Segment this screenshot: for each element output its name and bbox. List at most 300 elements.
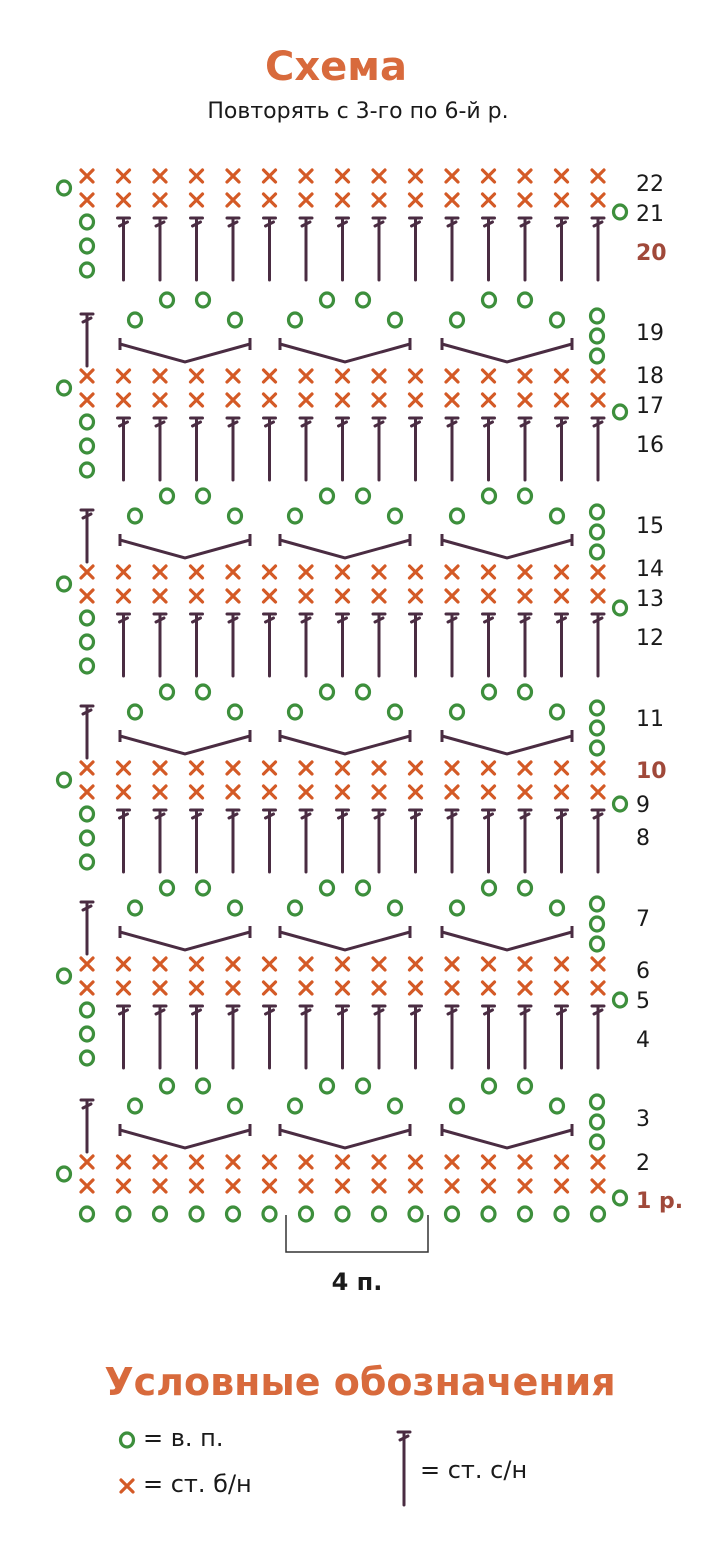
chain-stitch <box>81 659 94 673</box>
chain-stitch <box>519 1207 532 1221</box>
chain-stitch <box>614 1191 627 1205</box>
single-crochet <box>300 762 312 774</box>
row-label: 13 <box>636 587 664 612</box>
single-crochet <box>118 590 130 602</box>
single-crochet <box>154 394 166 406</box>
single-crochet <box>483 786 495 798</box>
double-crochet <box>410 418 422 480</box>
chain-stitch <box>555 1207 568 1221</box>
repeat-label: 4 п. <box>331 1268 383 1296</box>
single-crochet <box>556 590 568 602</box>
double-crochet <box>154 614 166 676</box>
chain-stitch <box>161 293 174 307</box>
chain-stitch <box>81 611 94 625</box>
double-crochet <box>81 1100 93 1152</box>
double-crochet <box>519 810 531 872</box>
chain-stitch <box>519 489 532 503</box>
double-crochet <box>410 810 422 872</box>
single-crochet <box>446 170 458 182</box>
single-crochet <box>154 982 166 994</box>
chain-stitch <box>161 685 174 699</box>
double-crochet <box>337 418 349 480</box>
dc-cluster-fan <box>120 1130 250 1148</box>
chain-stitch <box>58 381 71 395</box>
chain-stitch <box>451 901 464 915</box>
single-crochet <box>410 394 422 406</box>
chain-stitch <box>129 901 142 915</box>
chain-stitch <box>551 1099 564 1113</box>
double-crochet <box>300 810 312 872</box>
chain-stitch <box>81 1051 94 1065</box>
single-crochet <box>118 982 130 994</box>
chain-stitch <box>389 705 402 719</box>
dc-cluster-fan <box>442 1130 572 1148</box>
single-crochet <box>410 370 422 382</box>
chain-stitch <box>519 1079 532 1093</box>
single-crochet <box>337 370 349 382</box>
single-crochet <box>373 1180 385 1192</box>
single-crochet <box>337 1180 349 1192</box>
chain-stitch <box>591 721 604 735</box>
chain-stitch <box>289 313 302 327</box>
single-crochet <box>191 1156 203 1168</box>
chain-stitch <box>614 405 627 419</box>
chain-stitch <box>483 489 496 503</box>
chain-stitch <box>614 797 627 811</box>
single-crochet <box>118 1180 130 1192</box>
chain-stitch <box>483 685 496 699</box>
chain-stitch <box>591 897 604 911</box>
single-crochet <box>118 786 130 798</box>
single-crochet <box>519 370 531 382</box>
single-crochet <box>227 370 239 382</box>
chain-stitch <box>81 635 94 649</box>
double-crochet <box>373 614 385 676</box>
dc-cluster-fan <box>280 1130 410 1148</box>
chain-stitch <box>551 313 564 327</box>
single-crochet <box>410 590 422 602</box>
single-crochet <box>483 370 495 382</box>
chain-stitch <box>154 1207 167 1221</box>
chain-stitch <box>129 705 142 719</box>
single-crochet <box>373 170 385 182</box>
single-crochet <box>118 762 130 774</box>
single-crochet <box>264 958 276 970</box>
double-crochet <box>592 218 604 280</box>
single-crochet <box>264 982 276 994</box>
single-crochet <box>154 762 166 774</box>
single-crochet <box>519 958 531 970</box>
single-crochet <box>519 1180 531 1192</box>
double-crochet <box>227 1006 239 1068</box>
row-label: 21 <box>636 202 664 227</box>
single-crochet <box>191 194 203 206</box>
double-crochet <box>118 418 130 480</box>
double-crochet <box>337 810 349 872</box>
single-crochet <box>300 1156 312 1168</box>
chain-stitch <box>289 1099 302 1113</box>
double-crochet <box>154 810 166 872</box>
single-crochet <box>191 786 203 798</box>
double-crochet <box>410 218 422 280</box>
double-crochet <box>556 614 568 676</box>
single-crochet <box>519 762 531 774</box>
double-crochet <box>373 418 385 480</box>
double-crochet <box>373 1006 385 1068</box>
single-crochet <box>227 786 239 798</box>
single-crochet <box>227 170 239 182</box>
chain-stitch <box>229 509 242 523</box>
single-crochet <box>264 370 276 382</box>
single-crochet <box>300 982 312 994</box>
chain-stitch <box>591 545 604 559</box>
row-label: 9 <box>636 793 650 818</box>
single-crochet <box>300 194 312 206</box>
single-crochet <box>556 394 568 406</box>
single-crochet <box>483 566 495 578</box>
single-crochet <box>373 194 385 206</box>
chain-stitch <box>591 1115 604 1129</box>
single-crochet <box>81 1180 93 1192</box>
single-crochet <box>446 394 458 406</box>
double-crochet <box>300 614 312 676</box>
single-crochet <box>81 370 93 382</box>
single-crochet <box>446 590 458 602</box>
double-crochet <box>556 218 568 280</box>
single-crochet <box>154 170 166 182</box>
single-crochet <box>154 786 166 798</box>
single-crochet <box>446 1180 458 1192</box>
single-crochet <box>264 762 276 774</box>
single-crochet <box>337 958 349 970</box>
row-label: 6 <box>636 959 650 984</box>
double-crochet <box>446 1006 458 1068</box>
dc-cluster-fan <box>442 540 572 558</box>
double-crochet <box>556 1006 568 1068</box>
chain-stitch <box>81 1003 94 1017</box>
double-crochet <box>373 218 385 280</box>
double-crochet <box>81 314 93 366</box>
single-crochet <box>556 958 568 970</box>
single-crochet <box>118 194 130 206</box>
chain-stitch <box>389 901 402 915</box>
single-crochet <box>300 394 312 406</box>
chain-stitch <box>451 313 464 327</box>
single-crochet <box>410 566 422 578</box>
chain-stitch <box>58 577 71 591</box>
double-crochet <box>227 614 239 676</box>
chain-stitch <box>483 293 496 307</box>
dc-cluster-fan <box>280 540 410 558</box>
single-crochet <box>191 982 203 994</box>
single-crochet <box>592 1156 604 1168</box>
single-crochet <box>227 1180 239 1192</box>
chain-stitch <box>591 741 604 755</box>
single-crochet <box>118 170 130 182</box>
chain-stitch <box>121 1433 134 1447</box>
single-crochet <box>483 958 495 970</box>
single-crochet-legend-symbol <box>121 1480 133 1492</box>
chart-subtitle: Повторять с 3-го по 6-й р. <box>207 99 509 124</box>
single-crochet <box>227 590 239 602</box>
chain-stitch <box>389 1099 402 1113</box>
single-crochet <box>154 370 166 382</box>
chain-stitch <box>81 1207 94 1221</box>
chain-stitch <box>289 901 302 915</box>
chain-stitch <box>58 773 71 787</box>
chain-stitch-legend-symbol <box>121 1433 134 1447</box>
chain-stitch <box>263 1207 276 1221</box>
single-crochet <box>592 762 604 774</box>
single-crochet <box>483 170 495 182</box>
chain-stitch <box>357 685 370 699</box>
double-crochet <box>337 1006 349 1068</box>
chain-stitch <box>357 881 370 895</box>
chain-stitch <box>591 701 604 715</box>
double-crochet <box>191 614 203 676</box>
row-label: 15 <box>636 514 664 539</box>
single-crochet <box>373 982 385 994</box>
single-crochet <box>264 566 276 578</box>
double-crochet <box>337 614 349 676</box>
single-crochet <box>373 1156 385 1168</box>
chain-stitch <box>483 881 496 895</box>
row-label: 17 <box>636 394 664 419</box>
chain-stitch <box>451 705 464 719</box>
chain-stitch <box>321 1079 334 1093</box>
double-crochet <box>556 810 568 872</box>
chain-stitch <box>229 1099 242 1113</box>
chain-stitch <box>321 881 334 895</box>
double-crochet <box>446 614 458 676</box>
single-crochet <box>446 1156 458 1168</box>
chain-stitch <box>591 309 604 323</box>
chain-stitch <box>161 489 174 503</box>
chain-stitch <box>197 685 210 699</box>
single-crochet <box>519 786 531 798</box>
chain-stitch <box>592 1207 605 1221</box>
single-crochet <box>483 194 495 206</box>
legend-title: Условные обозначения <box>104 1360 616 1404</box>
chain-stitch <box>519 685 532 699</box>
single-crochet <box>592 370 604 382</box>
chain-stitch <box>197 489 210 503</box>
single-crochet <box>264 394 276 406</box>
single-crochet <box>118 394 130 406</box>
single-crochet <box>337 170 349 182</box>
dc-cluster-fan <box>280 736 410 754</box>
double-crochet <box>118 614 130 676</box>
double-crochet <box>227 810 239 872</box>
row-label: 4 <box>636 1028 650 1053</box>
single-crochet <box>300 370 312 382</box>
double-crochet <box>519 614 531 676</box>
dc-cluster-fan <box>442 344 572 362</box>
single-crochet <box>592 786 604 798</box>
single-crochet <box>227 566 239 578</box>
chain-stitch <box>389 509 402 523</box>
single-crochet <box>81 786 93 798</box>
chart-title: Схема <box>265 44 407 90</box>
single-crochet <box>81 194 93 206</box>
chain-stitch <box>482 1207 495 1221</box>
chain-stitch <box>446 1207 459 1221</box>
single-crochet <box>337 590 349 602</box>
single-crochet <box>556 566 568 578</box>
dc-cluster-fan <box>442 932 572 950</box>
single-crochet <box>556 194 568 206</box>
double-crochet <box>191 1006 203 1068</box>
chain-stitch <box>81 439 94 453</box>
double-crochet <box>519 418 531 480</box>
chain-stitch <box>289 705 302 719</box>
chain-stitch <box>81 463 94 477</box>
double-crochet <box>118 810 130 872</box>
chain-stitch <box>614 601 627 615</box>
chain-stitch <box>129 1099 142 1113</box>
chain-stitch <box>300 1207 313 1221</box>
chain-stitch <box>197 293 210 307</box>
single-crochet <box>337 762 349 774</box>
dc-cluster-fan <box>280 344 410 362</box>
double-crochet <box>264 614 276 676</box>
single-crochet <box>337 566 349 578</box>
double-crochet <box>154 1006 166 1068</box>
single-crochet <box>410 982 422 994</box>
single-crochet <box>227 958 239 970</box>
chain-stitch <box>519 293 532 307</box>
double-crochet <box>483 418 495 480</box>
single-crochet <box>592 170 604 182</box>
legend <box>121 1424 528 1505</box>
dc-cluster-fan <box>120 932 250 950</box>
double-crochet <box>592 1006 604 1068</box>
chain-stitch <box>197 881 210 895</box>
dc-cluster-fan <box>120 344 250 362</box>
double-crochet <box>519 1006 531 1068</box>
single-crochet <box>556 762 568 774</box>
single-crochet <box>81 762 93 774</box>
double-crochet <box>410 614 422 676</box>
single-crochet <box>373 590 385 602</box>
row-label: 16 <box>636 433 664 458</box>
chain-stitch <box>81 807 94 821</box>
chain-stitch <box>336 1207 349 1221</box>
single-crochet <box>483 982 495 994</box>
single-crochet <box>337 194 349 206</box>
chain-stitch <box>227 1207 240 1221</box>
single-crochet <box>300 1180 312 1192</box>
single-crochet <box>373 958 385 970</box>
chain-stitch <box>161 1079 174 1093</box>
double-crochet <box>191 418 203 480</box>
single-crochet <box>483 762 495 774</box>
chain-stitch <box>357 1079 370 1093</box>
chain-stitch <box>190 1207 203 1221</box>
chain-stitch <box>229 313 242 327</box>
single-crochet <box>118 566 130 578</box>
chain-stitch <box>81 215 94 229</box>
single-crochet <box>227 1156 239 1168</box>
single-crochet <box>519 170 531 182</box>
single-crochet <box>446 566 458 578</box>
chain-stitch-legend-label: = в. п. <box>143 1424 224 1452</box>
single-crochet <box>410 786 422 798</box>
chain-stitch <box>389 313 402 327</box>
double-crochet <box>446 418 458 480</box>
single-crochet <box>483 590 495 602</box>
chain-stitch <box>117 1207 130 1221</box>
single-crochet <box>264 1156 276 1168</box>
double-crochet-legend-label: = ст. с/н <box>420 1456 528 1484</box>
single-crochet <box>300 958 312 970</box>
chain-stitch <box>483 1079 496 1093</box>
row-label: 2 <box>636 1151 650 1176</box>
row-label: 20 <box>636 241 667 266</box>
double-crochet <box>483 810 495 872</box>
single-crochet <box>191 394 203 406</box>
single-crochet <box>592 394 604 406</box>
single-crochet <box>191 958 203 970</box>
single-crochet <box>191 590 203 602</box>
chain-stitch <box>451 509 464 523</box>
row-label: 14 <box>636 557 664 582</box>
single-crochet <box>191 762 203 774</box>
single-crochet <box>373 762 385 774</box>
chain-stitch <box>591 917 604 931</box>
single-crochet <box>410 1156 422 1168</box>
chain-stitch <box>519 881 532 895</box>
chain-stitch <box>591 525 604 539</box>
double-crochet <box>81 510 93 562</box>
chain-stitch <box>551 509 564 523</box>
dc-cluster-fan <box>280 932 410 950</box>
single-crochet <box>81 958 93 970</box>
single-crochet <box>519 566 531 578</box>
single-crochet <box>373 566 385 578</box>
single-crochet <box>118 1156 130 1168</box>
row-label: 10 <box>636 759 667 784</box>
single-crochet <box>373 370 385 382</box>
single-crochet <box>410 762 422 774</box>
double-crochet <box>300 218 312 280</box>
single-crochet <box>227 194 239 206</box>
chain-stitch <box>81 239 94 253</box>
double-crochet-legend-symbol <box>398 1432 410 1505</box>
chain-stitch <box>321 293 334 307</box>
row-label: 22 <box>636 172 664 197</box>
chain-stitch <box>591 937 604 951</box>
single-crochet <box>519 1156 531 1168</box>
single-crochet <box>410 170 422 182</box>
single-crochet <box>300 590 312 602</box>
row-label: 12 <box>636 626 664 651</box>
chain-stitch <box>81 1027 94 1041</box>
single-crochet <box>81 590 93 602</box>
double-crochet <box>556 418 568 480</box>
single-crochet <box>227 394 239 406</box>
single-crochet <box>81 394 93 406</box>
single-crochet <box>483 394 495 406</box>
row-label: 18 <box>636 364 664 389</box>
row-label: 11 <box>636 707 664 732</box>
single-crochet <box>154 1180 166 1192</box>
double-crochet <box>81 706 93 758</box>
single-crochet <box>81 170 93 182</box>
single-crochet <box>81 982 93 994</box>
row-label: 19 <box>636 321 664 346</box>
double-crochet <box>592 810 604 872</box>
